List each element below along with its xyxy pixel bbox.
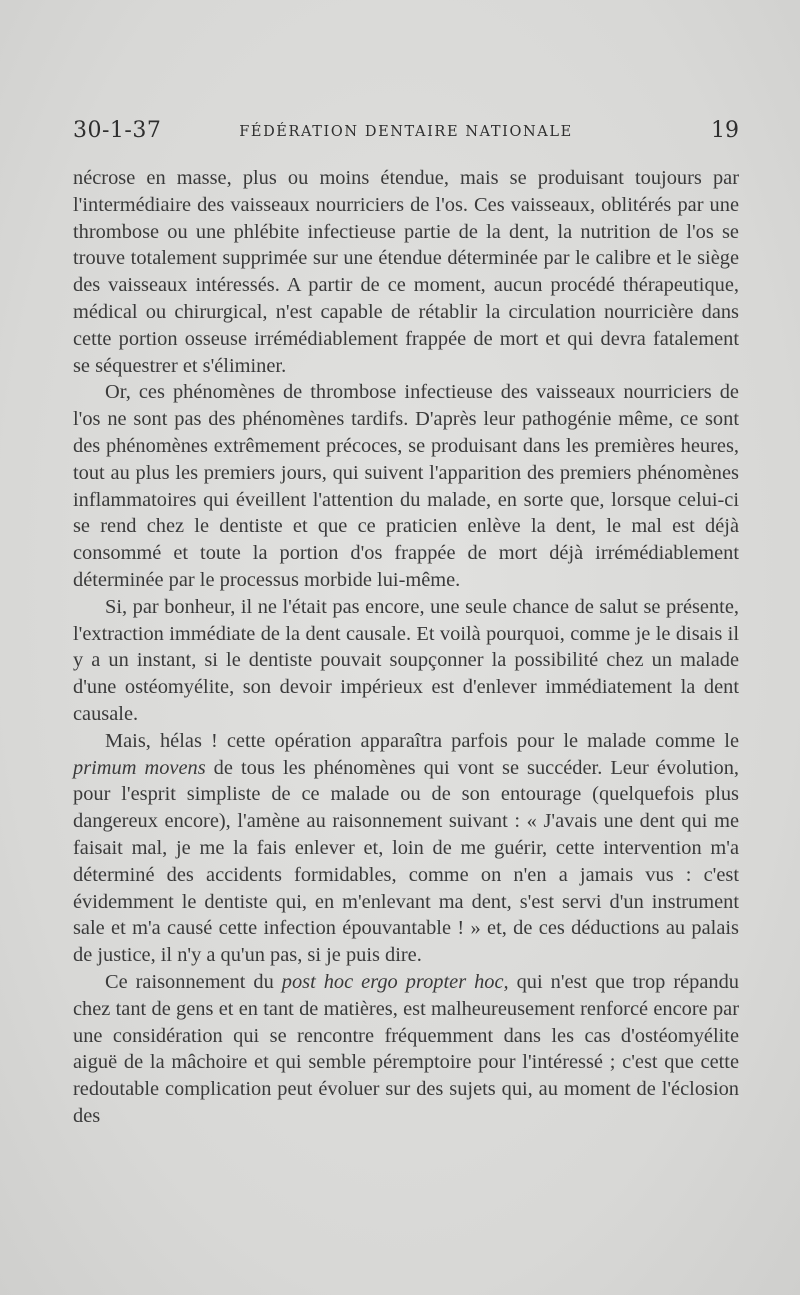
paragraph-1: nécrose en masse, plus ou moins étendue, mais se produisant toujours par l'intermédiaire des vaisseaux nourriciers de l'os. Ces vaisseaux, oblitérés par une thrombose ou une phlébite infectieuse partie de la dent, la nutrition de l'os se trouve totalement supprimée sur une étendue déterminée par le calibre et le siège des vaisseaux intéressés. A partir de ce moment, aucun procédé thérapeutique, médical ou chirurgical, n'est capable de rétablir la circulation nourricière dans cette portion osseuse irrémédiablement frappée de mort et qui devra fatalement se séquestrer et s'éliminer. (73, 167, 739, 377)
journal-title: FÉDÉRATION DENTAIRE NATIONALE (239, 124, 573, 140)
latin-phrase-primum-movens: primum movens (73, 756, 206, 779)
issue-date: 30-1-37 (73, 118, 162, 143)
paragraph-5-text-after: qui n'est que trop répandu chez tant de gens et en tant de matières, est malheureusement renforcé encore par une considération qui se rencontre fréquemment dans les cas d'ostéomyélite aiguë de la mâchoire et qui semble péremptoire pour l'intéressé ; c'est que cette redoutable complication peut évoluer sur des sujets qui, au moment de l'éclosion des (73, 970, 739, 1127)
paragraph-3: Si, par bonheur, il ne l'était pas encore, une seule chance de salut se présente, l'extraction immédiate de la dent causale. Et voilà pourquoi, comme je le disais il y a un instant, si le dentiste pouvait soupçonner la possibilité chez un malade d'une ostéomyélite, son devoir impérieux est d'enlever immédiatement la dent causale. (73, 595, 739, 725)
running-header (73, 118, 739, 150)
paragraph-4-text-after: de tous les phénomènes qui vont se succéder. Leur évolution, pour l'esprit simpliste de ce malade ou de son entourage (quelquefois plus dangereux encore), l'amène au raisonnement suivant : « J'avais une dent qui me faisait mal, je me la fais enlever et, loin de me guérir, cette intervention m'a déterminé des accidents formidables, comme on n'en a jamais vus : c'est évidemment le dentiste qui, en m'enlevant ma dent, s'est servi d'un instrument sale et m'a causé cette infection épouvantable ! » et, de ces déductions au palais de justice, il n'y a qu'un pas, si je puis dire. (73, 756, 739, 967)
paragraph-5 (73, 969, 739, 1130)
paragraph-2: Or, ces phénomènes de thrombose infectieuse des vaisseaux nourriciers de l'os ne sont pas des phénomènes tardifs. D'après leur pathogénie même, ce sont des phénomènes extrêmement précoces, se produisant dans les premières heures, tout au plus les premiers jours, qui suivent l'apparition des premiers phénomènes inflammatoires qui éveillent l'attention du malade, en sorte que, lorsque celui-ci se rend chez le dentiste et que ce praticien enlève la dent, le mal est déjà consommé et toute la portion d'os frappée de mort déjà irrémédiablement déterminée par le processus morbide lui-même. (73, 381, 739, 591)
paragraph-4-text-before: Mais, hélas ! cette opération apparaîtra parfois pour le malade comme le (105, 729, 739, 752)
latin-phrase-post-hoc: post hoc ergo propter hoc, (281, 970, 509, 993)
paragraph-4 (73, 728, 739, 969)
page-number: 19 (711, 118, 739, 143)
body-text (73, 165, 739, 1130)
paragraph-5-text-before: Ce raisonnement du (105, 970, 282, 993)
